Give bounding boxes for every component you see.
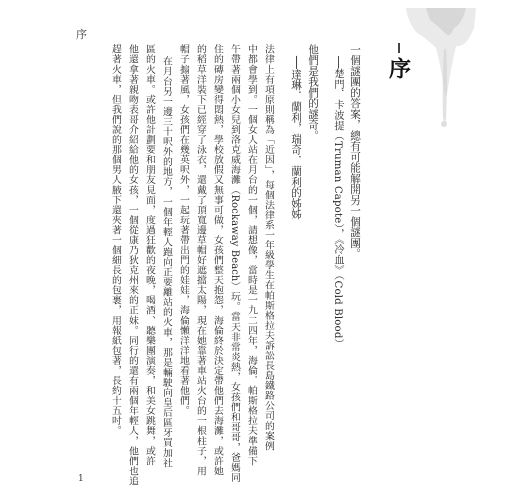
chapter-title: 序 — [385, 57, 412, 81]
body-column-2: 中都會學到。一個女人站在月台的一個，請想像，當時是一九二四年，海倫．帕斯格拉夫準備下 — [246, 44, 257, 466]
title-rule — [398, 43, 400, 53]
body-column-9: 他還拿著親吻表哥介紹給他的女孩，一個從康乃狄克州來的正妹。同行的還有兩個年輕人，他們也追 — [127, 44, 138, 486]
epigraph-quote: 一個謎團的答案，總有可能解開另一個謎團。 — [349, 44, 361, 259]
running-head: 序 — [76, 28, 87, 41]
page-number: 1 — [78, 474, 84, 484]
dedication-line-2: ──達琳．蘭利，瑞奇．蘭利的姊姊 — [290, 56, 302, 220]
body-column-8: 區的火車。或許他計劃要和朋友見面，度過狂歡的夜晚，喝酒、聽樂團演奏，和美女跳舞，或許 — [144, 44, 155, 466]
chapter-title-block — [377, 43, 421, 99]
body-column-10: 趕著火車，但我們說的那個男人腋下還夾著一個細長的包裹，用報紙包著，長約十五吋。 — [110, 44, 121, 436]
body-column-1: 法律上有項原則稱為「近因」，每個法律系一年級學生在帕斯格拉夫訴訟長島鐵路公司的案例 — [263, 44, 274, 451]
body-column-6: 帽子搧著風，女孩們在幾英呎外，一起玩著帶出門的娃娃，海倫懶洋洋地看著他們。 — [178, 44, 189, 416]
body-column-7: 在月台另一邊三十呎外的地方，一個年輕人跑向正要離站的火車，那是輛駛向皇后區牙買加社 — [161, 56, 172, 468]
body-column-4: 住的磚房變得悶熱，學校放假又無事可做，女孩們整天抱怨，海倫終於決定帶他們去海灘，或許她 — [212, 44, 223, 476]
epigraph-attribution: ──楚門．卡波提（Truman Capote），《冷血》（Cold Blood） — [332, 56, 343, 349]
body-column-3: 午帶著兩個小女兒到洛克威海灘（Rockaway Beach）玩。當天非常炎熱，女孩們和哥哥，爸媽同 — [229, 44, 240, 483]
dedication-line-1: 他們是我們的謎奇。 — [307, 44, 319, 141]
body-column-5: 的稻草洋裝下已經穿了泳衣，還戴了頂寬邊草帽好遮擋太陽，現在她靠著車站火台的一根柱子，用 — [195, 44, 206, 476]
